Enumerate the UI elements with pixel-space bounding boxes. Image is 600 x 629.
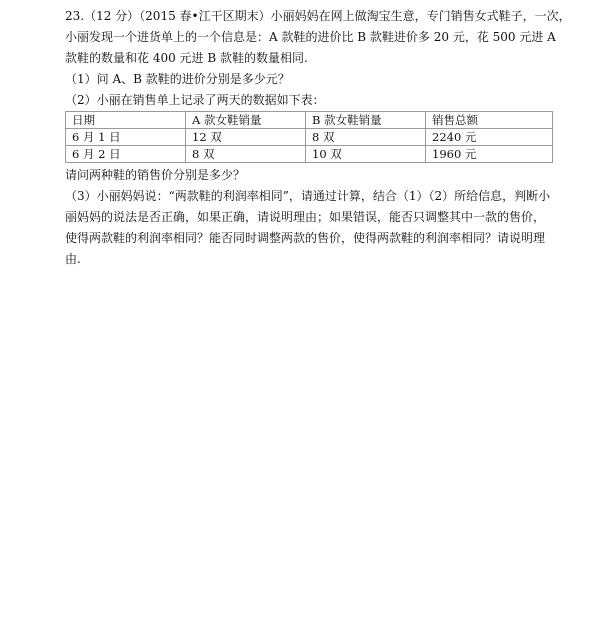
problem-text-line-3: 款鞋的数量和花 400 元进 B 款鞋的数量相同.	[65, 51, 308, 65]
sales-table	[65, 111, 553, 163]
problem-text-line-1: 23.（12 分）（2015 春•江干区期末）小丽妈妈在网上做淘宝生意，专门销售女式鞋子，一次，	[65, 9, 571, 23]
table-header-cell: 销售总额	[426, 112, 553, 129]
question-3-line-1: （3）小丽妈妈说：“两款鞋的利润率相同”，请通过计算，结合（1）（2）所给信息，判断小	[65, 189, 551, 203]
table-header-cell: B 款女鞋销量	[306, 112, 426, 129]
problem-23	[65, 6, 571, 270]
table-header-row	[66, 112, 553, 129]
problem-text-line-2: 小丽发现一个进货单上的一个信息是：A 款鞋的进价比 B 款鞋进价多 20 元，花 500 元进 A	[65, 30, 556, 44]
question-3-line-2: 丽妈妈的说法是否正确，如果正确，请说明理由；如果错误，能否只调整其中一款的售价，	[65, 210, 546, 224]
table-cell: 10 双	[306, 146, 426, 163]
question-1: （1）问 A、B 款鞋的进价分别是多少元？	[65, 72, 290, 86]
table-cell: 6 月 1 日	[66, 129, 186, 146]
table-cell: 8 双	[306, 129, 426, 146]
table-header-cell: 日期	[66, 112, 186, 129]
table-cell: 12 双	[186, 129, 306, 146]
question-3-line-4: 由.	[65, 252, 81, 266]
table-cell: 1960 元	[426, 146, 553, 163]
question-3-line-3: 使得两款鞋的利润率相同？能否同时调整两款的售价，使得两款鞋的利润率相同？请说明理	[65, 231, 546, 245]
table-row	[66, 146, 553, 163]
table-cell: 2240 元	[426, 129, 553, 146]
question-2: （2）小丽在销售单上记录了两天的数据如下表：	[65, 93, 325, 107]
table-row	[66, 129, 553, 146]
table-cell: 6 月 2 日	[66, 146, 186, 163]
table-cell: 8 双	[186, 146, 306, 163]
table-header-cell: A 款女鞋销量	[186, 112, 306, 129]
question-2-followup: 请问两种鞋的销售价分别是多少？	[65, 168, 246, 182]
